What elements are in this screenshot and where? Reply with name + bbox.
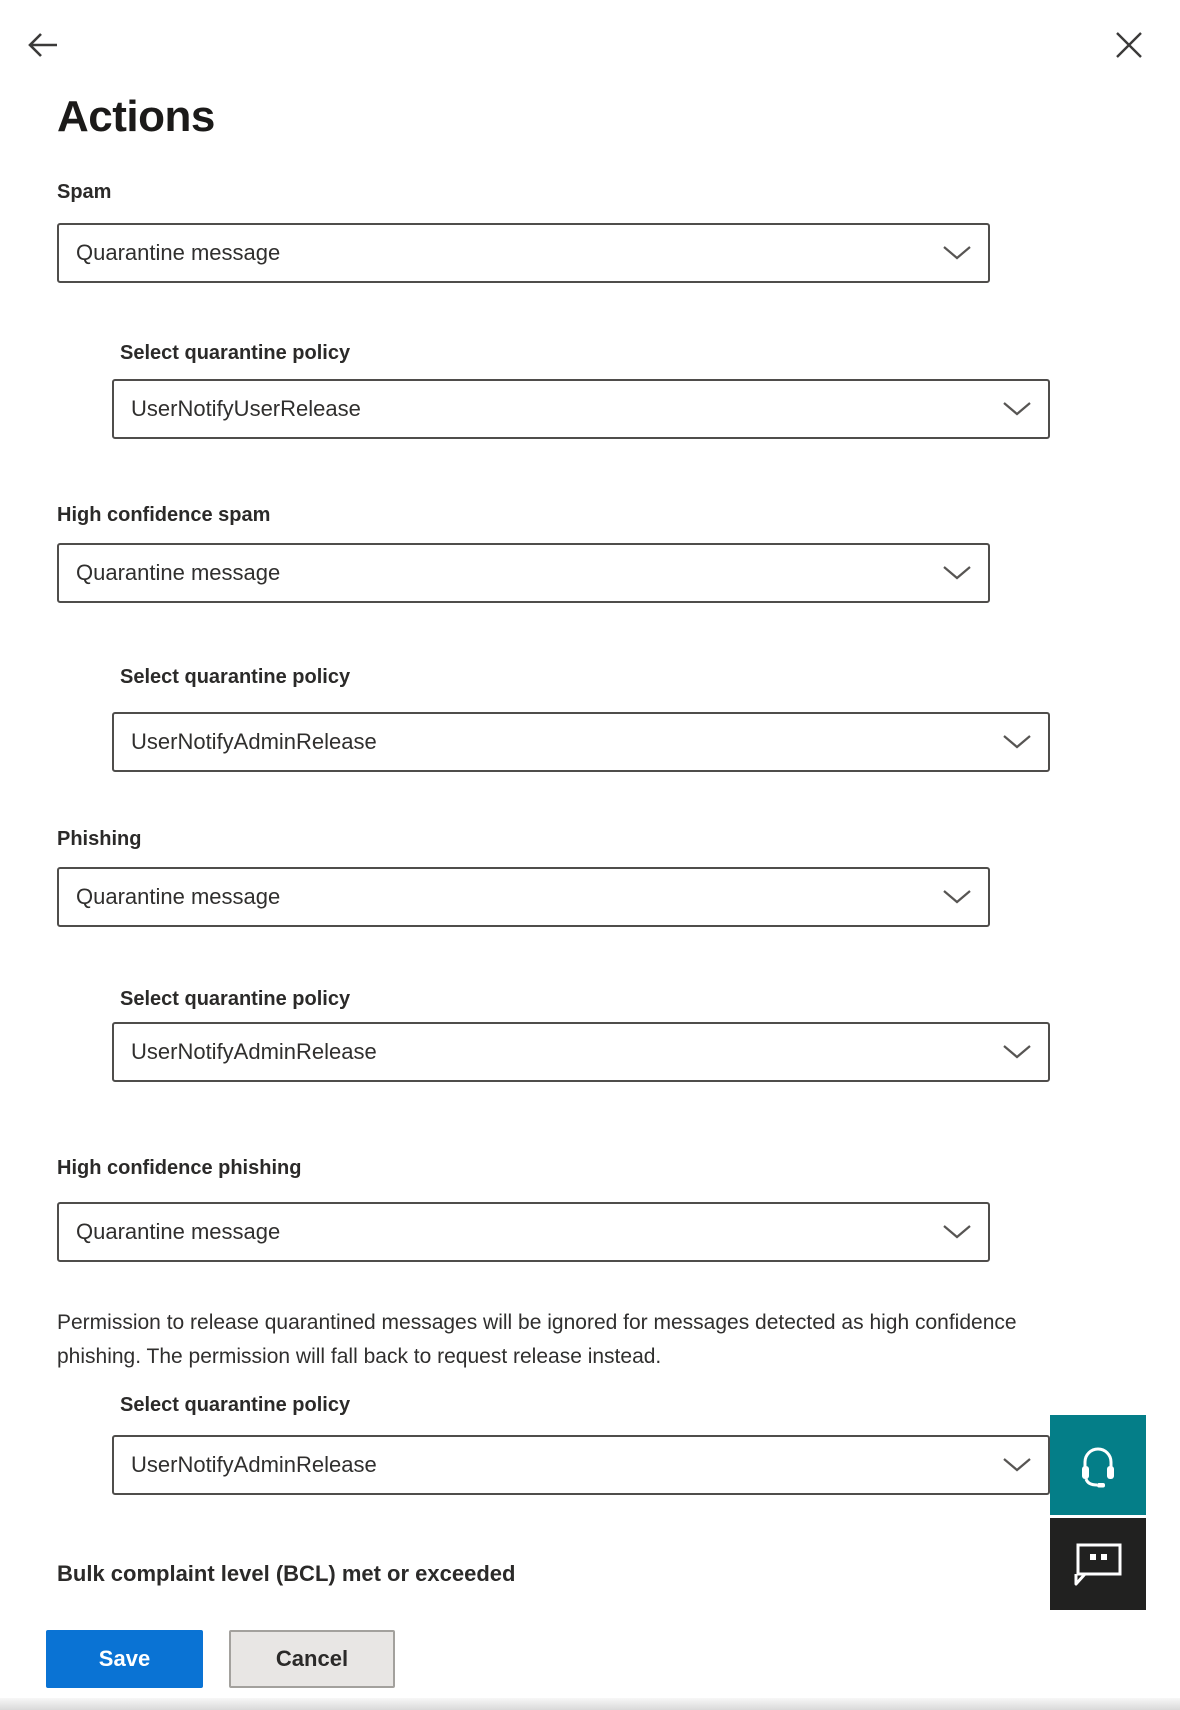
- chevron-down-icon: [1002, 401, 1032, 422]
- bottom-edge-shade: [0, 1698, 1180, 1710]
- close-icon: [1114, 48, 1144, 63]
- bulk-complaint-label-clip: [57, 1560, 957, 1591]
- hcs-quarantine-policy-dropdown[interactable]: [112, 712, 1050, 772]
- dropdown-value: UserNotifyUserRelease: [131, 396, 361, 421]
- chevron-down-icon: [942, 565, 972, 586]
- high-confidence-spam-action-dropdown[interactable]: [57, 543, 990, 603]
- chevron-down-icon: [942, 889, 972, 910]
- dropdown-value: UserNotifyAdminRelease: [131, 1452, 377, 1477]
- select-quarantine-policy-label: Select quarantine policy: [120, 666, 351, 688]
- high-confidence-phishing-action-dropdown[interactable]: [57, 1202, 990, 1262]
- save-button[interactable]: Save: [46, 1630, 203, 1688]
- select-quarantine-policy-label: Select quarantine policy: [120, 988, 351, 1010]
- dropdown-value: UserNotifyAdminRelease: [131, 729, 377, 754]
- chat-icon: [1070, 1538, 1126, 1591]
- hcp-quarantine-policy-dropdown[interactable]: [112, 1435, 1050, 1495]
- dropdown-value: Quarantine message: [76, 1219, 281, 1244]
- select-quarantine-policy-label: Select quarantine policy: [120, 1394, 351, 1416]
- dropdown-value: UserNotifyAdminRelease: [131, 1039, 377, 1064]
- arrow-left-icon: [24, 52, 62, 67]
- high-confidence-spam-label: High confidence spam: [57, 504, 271, 526]
- dropdown-value: Quarantine message: [76, 884, 281, 909]
- dropdown-value: Quarantine message: [76, 560, 281, 585]
- spam-action-dropdown[interactable]: [57, 223, 990, 283]
- headset-icon: [1074, 1439, 1122, 1492]
- chevron-down-icon: [1002, 734, 1032, 755]
- spam-label: Spam: [57, 181, 112, 203]
- feedback-button[interactable]: [1050, 1518, 1146, 1610]
- phishing-action-dropdown[interactable]: [57, 867, 990, 927]
- hcp-permission-note: Permission to release quarantined messages will be ignored for messages detected as high confidence phishing. The permission will fall back to request release instead.: [57, 1311, 1017, 1368]
- chevron-down-icon: [1002, 1044, 1032, 1065]
- help-button[interactable]: [1050, 1415, 1146, 1515]
- close-button[interactable]: [1114, 30, 1144, 60]
- back-button[interactable]: [24, 26, 62, 64]
- select-quarantine-policy-label: Select quarantine policy: [120, 342, 351, 364]
- page-title: Actions: [57, 92, 215, 141]
- chevron-down-icon: [1002, 1457, 1032, 1478]
- bulk-complaint-label: Bulk complaint level (BCL) met or exceeded: [57, 1561, 516, 1586]
- cancel-button[interactable]: Cancel: [229, 1630, 395, 1688]
- spam-quarantine-policy-dropdown[interactable]: [112, 379, 1050, 439]
- dropdown-value: Quarantine message: [76, 240, 281, 265]
- chevron-down-icon: [942, 1224, 972, 1245]
- high-confidence-phishing-label: High confidence phishing: [57, 1157, 302, 1179]
- chevron-down-icon: [942, 245, 972, 266]
- phishing-quarantine-policy-dropdown[interactable]: [112, 1022, 1050, 1082]
- phishing-label: Phishing: [57, 828, 142, 850]
